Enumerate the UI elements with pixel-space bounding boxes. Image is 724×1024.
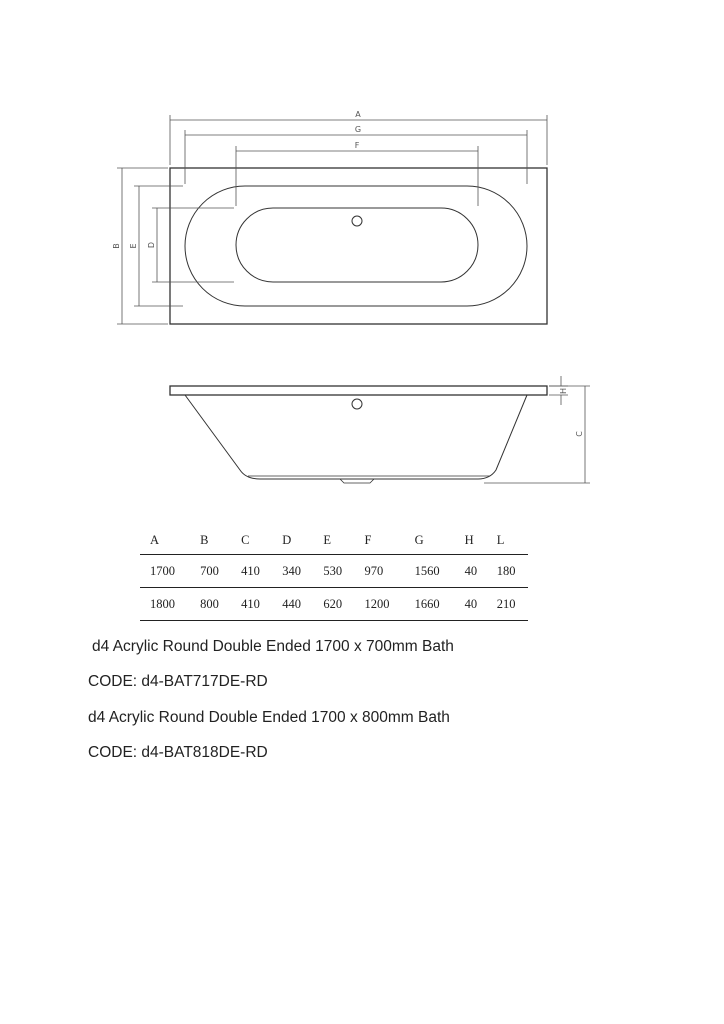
column-header: H (464, 532, 474, 547)
table-cell: 620 (323, 596, 343, 611)
table-cell: 440 (282, 596, 302, 611)
column-header: G (414, 532, 424, 547)
dim-label-g: G (354, 125, 362, 134)
side-view-dimension-lines (484, 376, 590, 483)
overflow-outlet-icon (352, 399, 362, 409)
table-cell: 340 (282, 563, 302, 578)
column-header: F (364, 532, 372, 547)
product-1-name: d4 Acrylic Round Double Ended 1700 x 700mm Bath (92, 638, 454, 655)
table-cell: 1800 (150, 596, 175, 611)
table-cell: 210 (496, 596, 516, 611)
side-view (170, 386, 547, 483)
product-2-code: CODE: d4-BAT818DE-RD (88, 744, 268, 761)
column-header: L (496, 532, 505, 547)
table-cell: 40 (464, 563, 478, 578)
top-view-dimension-letters (112, 110, 361, 249)
bath-outer-rim (170, 168, 547, 324)
table-cell: 800 (200, 596, 219, 611)
table-cell: 970 (364, 563, 384, 578)
dim-label-e: E (129, 243, 138, 249)
top-view (170, 168, 547, 324)
product-1-code: CODE: d4-BAT717DE-RD (88, 673, 268, 690)
dim-label-f: F (354, 141, 360, 150)
table-cell: 410 (241, 563, 260, 578)
table-cell: 530 (323, 563, 343, 578)
product-2-name: d4 Acrylic Round Double Ended 1700 x 800mm Bath (88, 709, 450, 726)
table-cell: 40 (464, 596, 478, 611)
waste-outlet-icon (352, 216, 362, 226)
table-row (140, 588, 528, 621)
bath-side-rim (170, 386, 547, 395)
table-cell: 1560 (414, 563, 440, 578)
table-cell: 410 (241, 596, 260, 611)
table-header-row (140, 532, 528, 555)
dim-label-d: D (147, 241, 156, 249)
dim-label-c: C (575, 431, 584, 437)
dimensions-table (140, 532, 528, 621)
bath-side-body (185, 395, 527, 479)
bath-inner-basin-floor (236, 208, 478, 282)
bath-waste-fitting (340, 479, 374, 483)
dim-label-a: A (355, 110, 361, 119)
column-header: E (323, 532, 332, 547)
dim-label-h: H (559, 387, 568, 395)
column-header: A (150, 532, 160, 547)
column-header: B (200, 532, 209, 547)
table-cell: 1700 (150, 563, 175, 578)
column-header: D (282, 532, 292, 547)
table-cell: 700 (200, 563, 219, 578)
dim-label-b: B (112, 243, 121, 249)
table-cell: 180 (496, 563, 516, 578)
table-cell: 1200 (364, 596, 390, 611)
table-cell: 1660 (414, 596, 440, 611)
column-header: C (241, 532, 250, 547)
top-view-dimension-lines (117, 115, 547, 324)
table-row (140, 555, 528, 588)
